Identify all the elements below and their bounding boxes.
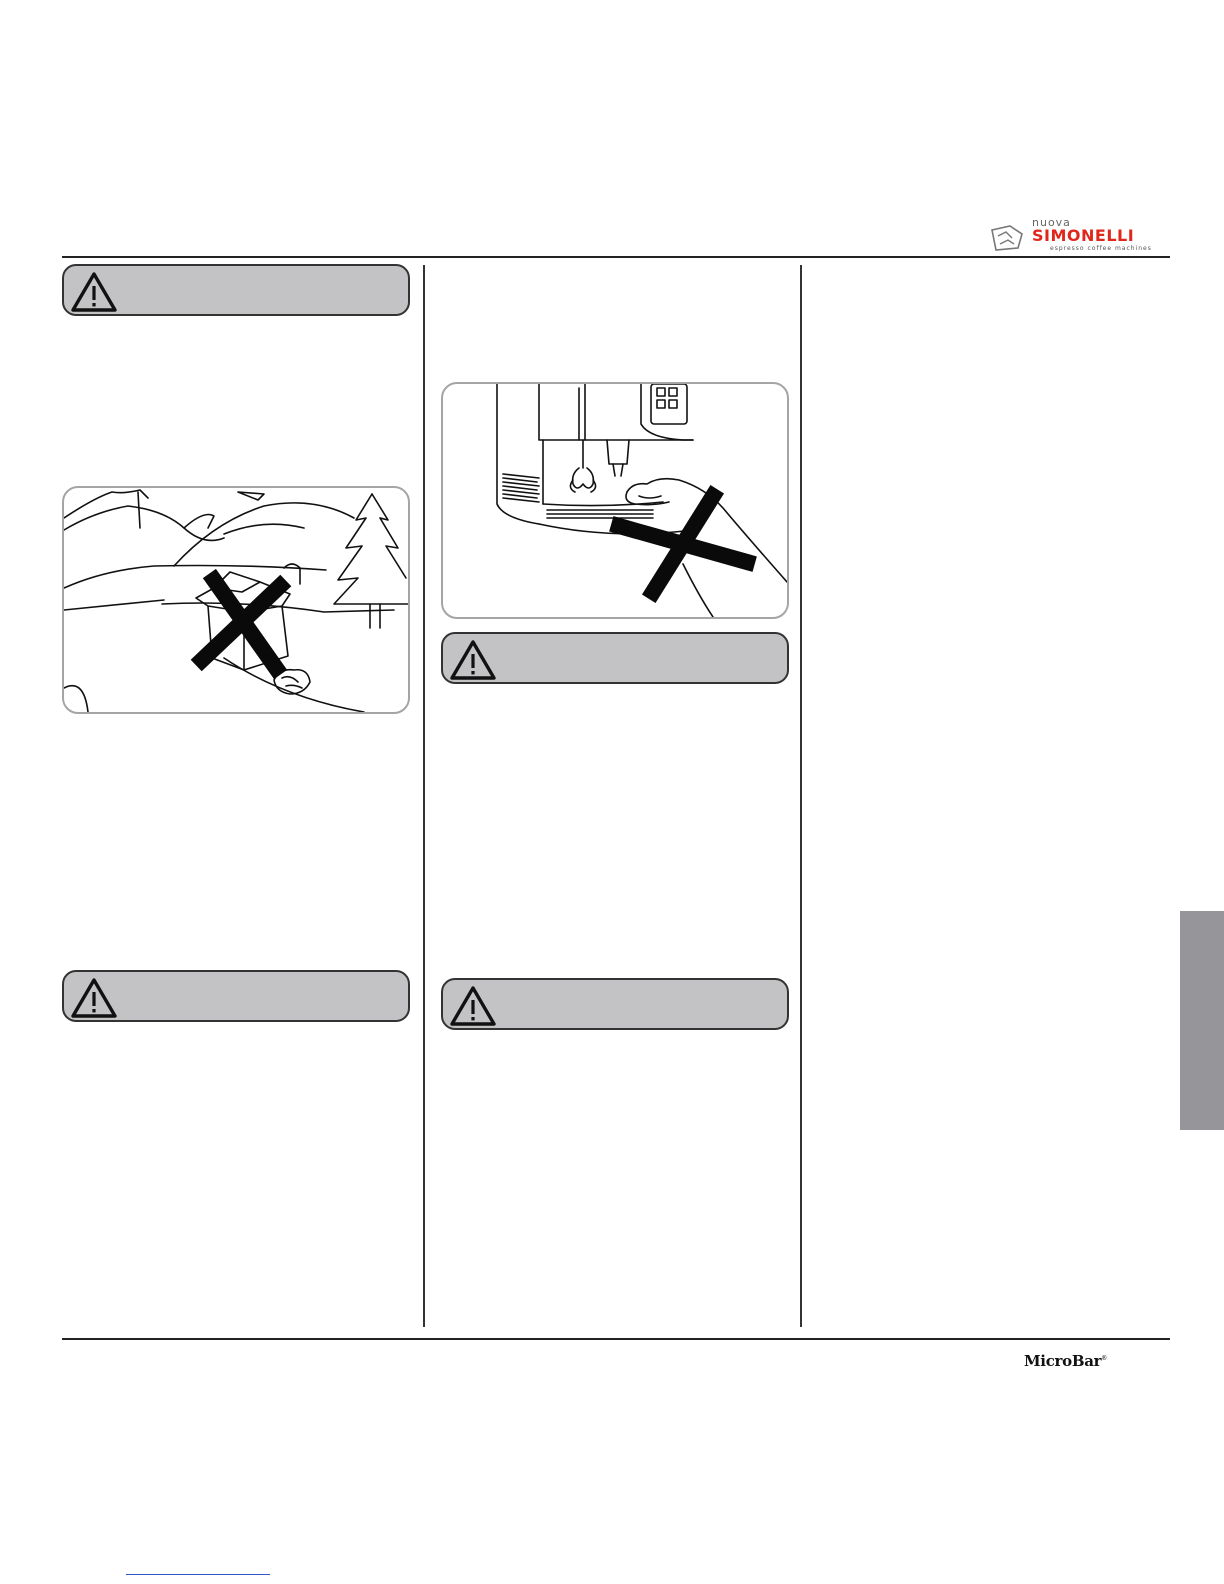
logo-tagline: espresso coffee machines [1050, 245, 1152, 252]
footer-brand [1024, 1352, 1107, 1370]
column-divider-2 [800, 265, 802, 1327]
footer-brand-name: MicroBar [1024, 1352, 1102, 1370]
footer-rule [62, 1338, 1170, 1340]
section-tab [1180, 911, 1224, 1130]
warning-triangle-icon [449, 638, 497, 682]
column-divider-1 [423, 265, 425, 1327]
logo-prefix: nuova [1032, 216, 1071, 229]
illustration-coffee-machine [441, 382, 789, 619]
simonelli-logo-mark-icon [988, 224, 1026, 252]
logo-brand: SIMONELLI [1032, 226, 1135, 245]
warning-box [441, 978, 789, 1030]
bottom-underline [126, 1574, 270, 1575]
warning-triangle-icon [70, 270, 118, 314]
warning-box [441, 632, 789, 684]
warning-box [62, 970, 410, 1022]
brand-logo [988, 216, 1164, 256]
footer-trademark: ® [1101, 1355, 1107, 1362]
warning-box [62, 264, 410, 316]
steam-wand-hand-illustration [443, 384, 787, 617]
landscape-packaging-illustration [64, 488, 408, 712]
warning-triangle-icon [449, 984, 497, 1028]
illustration-landscape [62, 486, 410, 714]
warning-triangle-icon [70, 976, 118, 1020]
header-rule [62, 256, 1170, 258]
